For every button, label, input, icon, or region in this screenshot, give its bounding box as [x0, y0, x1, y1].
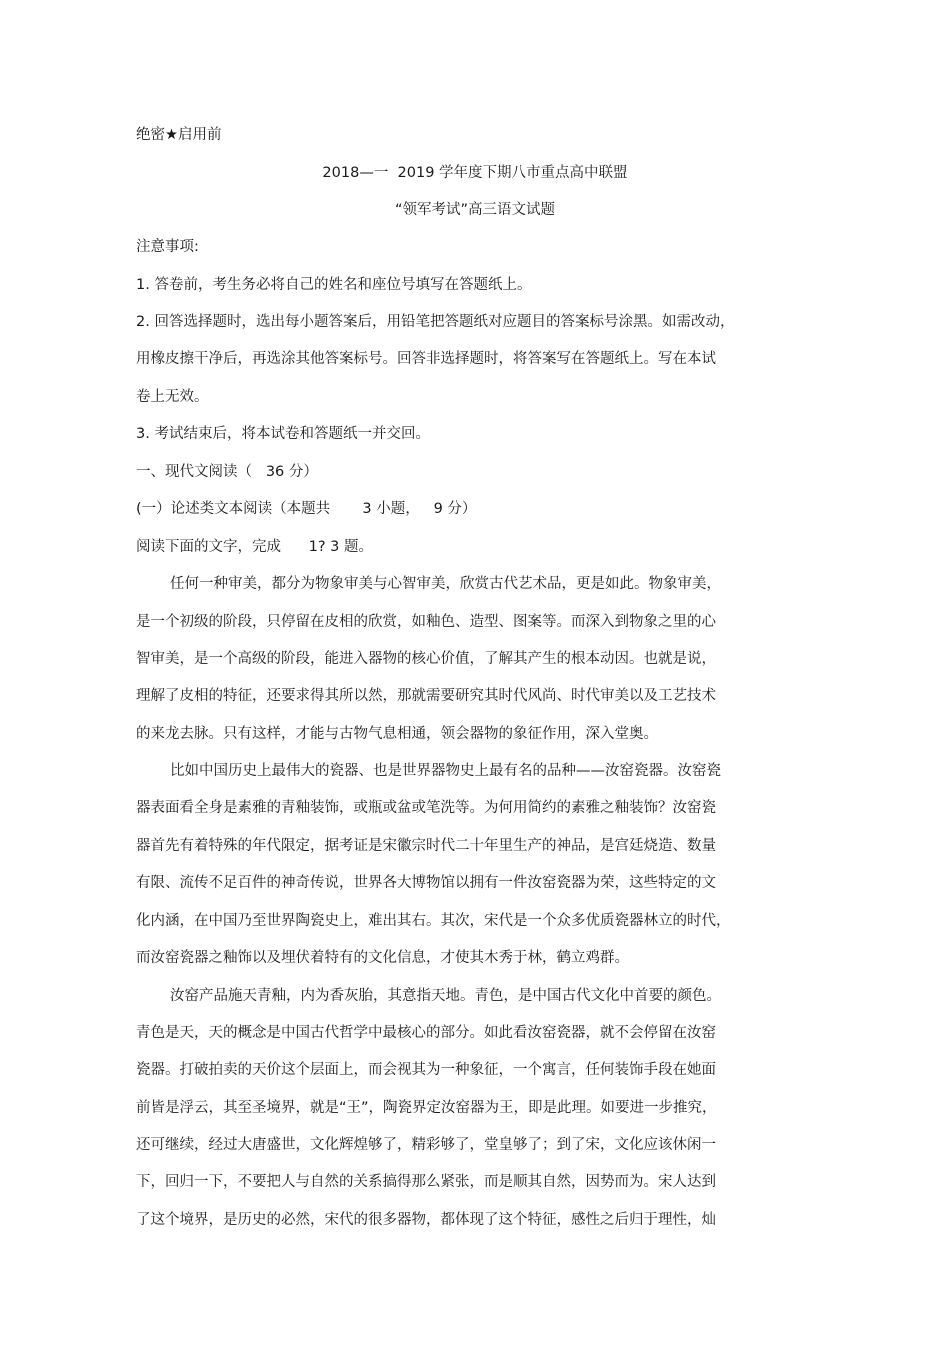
passage-line: 前皆是浮云，其至圣境界，就是“王”，陶瓷界定汝窑器为王，即是此理。如要进一步推究， [136, 1100, 717, 1116]
passage-line: 任何一种审美，都分为物象审美与心智审美，欣赏古代艺术品，更是如此。物象审美， [170, 576, 721, 592]
notice-item-2-line-2: 用橡皮擦干净后，再选涂其他答案标号。回答非选择题时，将答案写在答题纸上。写在本试 [136, 351, 716, 367]
notice-item-1: 1. 答卷前，考生务必将自己的姓名和座位号填写在答题纸上。 [136, 277, 532, 293]
passage-line: 理解了皮相的特征，还要求得其所以然，那就需要研究其时代风尚、时代审美以及工艺技术 [136, 688, 716, 704]
exam-title-line2: “领军考试”高三语文试题 [394, 202, 556, 218]
subpart-heading: (一）论述类文本阅读（本题共 3 小题， 9 分） [136, 501, 477, 517]
passage-line: 而汝窑瓷器之釉饰以及埋伏着特有的文化信息，才使其木秀于林，鹤立鸡群。 [136, 950, 629, 966]
passage-line: 化内涵，在中国乃至世界陶瓷史上，难出其右。其次，宋代是一个众多优质瓷器林立的时代， [136, 913, 731, 929]
passage-line: 瓷器。打破拍卖的天价这个层面上，而会视其为一种象征，一个寓言，任何装饰手段在她面 [136, 1062, 716, 1078]
passage-line: 汝窑产品施天青釉，内为香灰胎，其意指天地。青色，是中国古代文化中首要的颜色。 [170, 988, 721, 1004]
passage-line: 下，回归一下，不要把人与自然的关系搞得那么紧张，而是顺其自然，因势而为。宋人达到 [136, 1174, 716, 1190]
passage-line: 的来龙去脉。只有这样，才能与古物气息相通，领会器物的象征作用，深入堂奥。 [136, 726, 658, 742]
passage-line: 智审美，是一个高级的阶段，能进入器物的核心价值，了解其产生的根本动因。也就是说， [136, 651, 716, 667]
passage-line: 是一个初级的阶段，只停留在皮相的欣赏，如釉色、造型、图案等。而深入到物象之里的心 [136, 614, 716, 630]
passage-line: 还可继续，经过大唐盛世，文化辉煌够了，精彩够了，堂皇够了；到了宋，文化应该休闲一 [136, 1137, 716, 1153]
notice-heading: 注意事项: [136, 239, 199, 255]
passage-line: 了这个境界，是历史的必然，宋代的很多器物，都体现了这个特征，感性之后归于理性，灿 [136, 1212, 716, 1228]
passage-line: 器表面看全身是素雅的青釉装饰，或瓶或盆或笔洗等。为何用简约的素雅之釉装饰？汝窑瓷 [136, 800, 716, 816]
secret-mark: 绝密★启用前 [136, 127, 222, 143]
passage-line: 有限、流传不足百件的神奇传说，世界各大博物馆以拥有一件汝窑瓷器为荣，这些特定的文 [136, 875, 716, 891]
notice-item-2-line-1: 2. 回答选择题时，选出每小题答案后，用铅笔把答题纸对应题目的答案标号涂黑。如需改动， [136, 314, 735, 330]
passage-line: 器首先有着特殊的年代限定，据考证是宋徽宗时代二十年里生产的神品，是宫廷烧造、数量 [136, 838, 716, 854]
part-one-heading: 一、现代文阅读（ 36 分） [136, 464, 318, 480]
passage-line: 比如中国历史上最伟大的瓷器、也是世界器物史上最有名的品种——汝窑瓷器。汝窑瓷 [170, 763, 721, 779]
notice-item-2-line-3: 卷上无效。 [136, 389, 209, 405]
reading-instruction: 阅读下面的文字，完成 1? 3 题。 [136, 539, 374, 555]
passage-line: 青色是天，天的概念是中国古代哲学中最核心的部分。如此看汝窑瓷器，就不会停留在汝窑 [136, 1025, 716, 1041]
exam-title-line1: 2018—一 2019 学年度下期八市重点高中联盟 [322, 165, 628, 181]
notice-item-3: 3. 考试结束后，将本试卷和答题纸一并交回。 [136, 426, 430, 442]
